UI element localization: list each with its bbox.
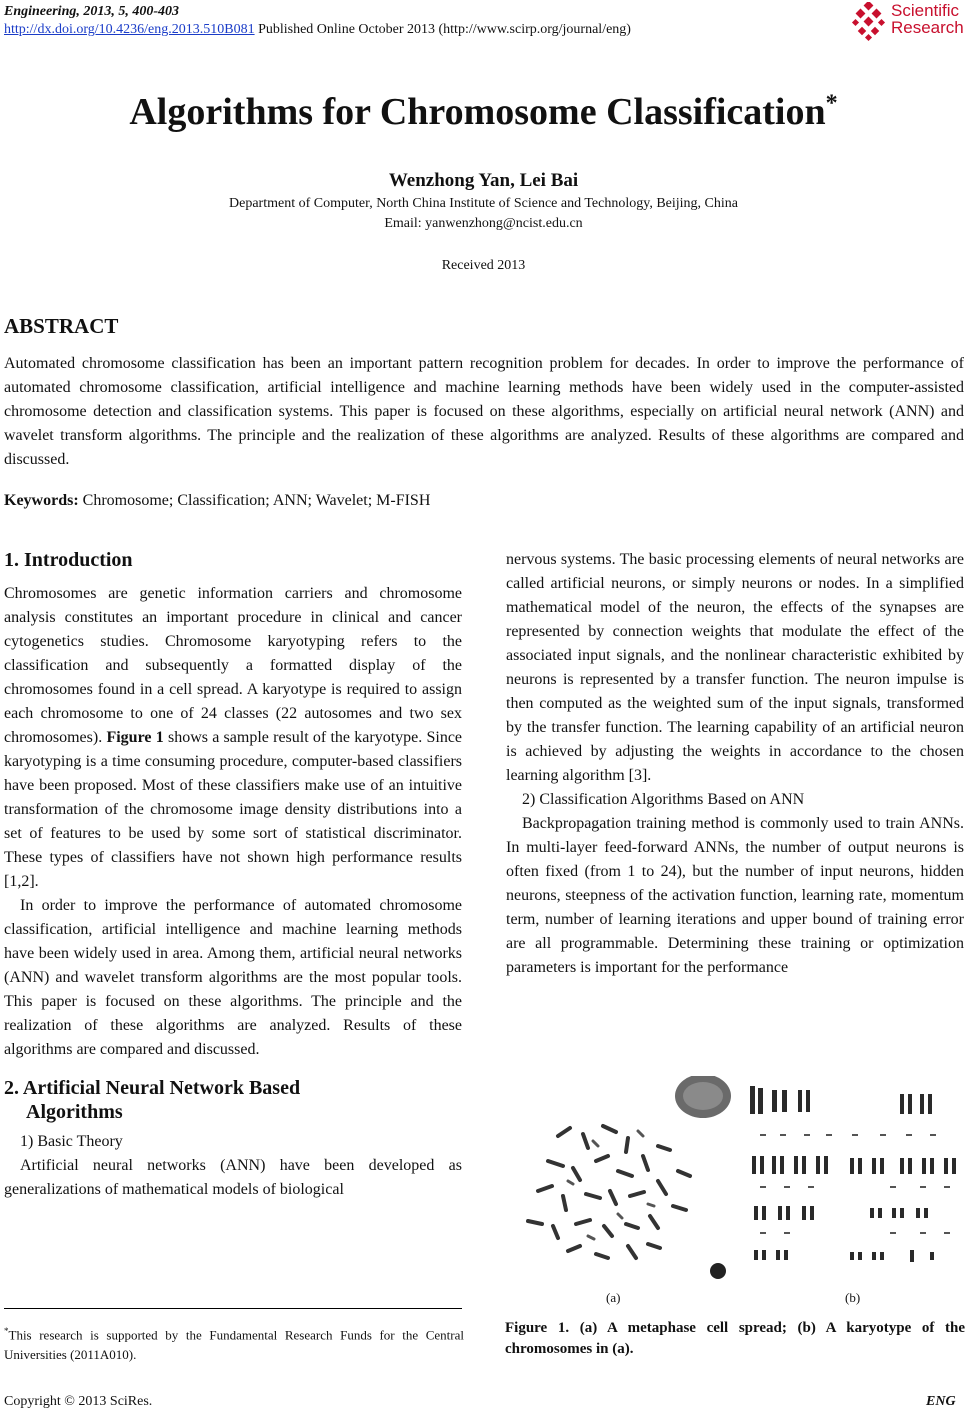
figure-1b-karyotype [740, 1076, 967, 1286]
copyright: Copyright © 2013 SciRes. [4, 1394, 153, 1409]
figure-label-b: (b) [845, 1290, 861, 1305]
footnote: *This research is supported by the Fundamental Research Funds for the Central Universities (2011A010). [4, 1326, 464, 1363]
email: Email: yanwenzhong@ncist.edu.cn [384, 216, 583, 231]
figure-label-a: (a) [606, 1290, 621, 1305]
right-column [506, 548, 964, 980]
header-line [4, 22, 631, 38]
paper-title: Algorithms for Chromosome Classification* [129, 90, 838, 133]
logo-text-scientific: Scientific [891, 1, 960, 20]
logo-text-research: Research [891, 18, 964, 37]
keywords [4, 492, 430, 510]
paragraph: Backpropagation training method is commonly used to train ANNs. In multi-layer feed-forward ANNs, the number of output neurons is often fixed (from 1 to 24), but the number of input neurons, hidden neurons, steepness of the activation function, learning rate, momentum term, number of learning iterations and upper bound of training error are all programmable. Determining these training or optimization parameters is important for the performance [506, 815, 964, 976]
figure-1-caption: Figure 1. (a) A metaphase cell spread; (b) A karyotype of the chromosomes in (a). [505, 1320, 965, 1357]
logo-mark-icon [851, 2, 889, 42]
subsection-classification: 2) Classification Algorithms Based on ANN [522, 791, 805, 808]
metaphase-image [508, 1076, 738, 1286]
paragraph: Chromosomes are genetic information carriers and chromosome analysis constitutes an important procedure in clinical and cancer cytogenetics studies. Chromosome karyotyping refers to the classification and subsequently a formatted display of the chromosomes found in a cell spread. A karyotype is required to assign each chromosome to one of 24 classes (22 autosomes and two sex chromosomes). Figure 1 shows a sample result of the karyotype. Since karyotyping is a time consuming procedure, computer-based classifiers have been proposed. Most of these classifiers make use of an intuitive transformation of the chromosome image density distributions into a set of features to be used by some sort of statistical discriminator. These types of classifiers have not shown high performance results [1,2]. [4, 585, 463, 890]
affiliation: Department of Computer, North China Institute of Science and Technology, Beijing, China [229, 196, 738, 211]
doi-link[interactable]: http://dx.doi.org/10.4236/eng.2013.510B081 [4, 22, 255, 37]
section-2-heading: 2. Artificial Neural Network Based Algorithms [4, 1077, 301, 1123]
publication-info: Published Online October 2013 (http://www.scirp.org/journal/eng) [254, 22, 631, 37]
left-column [4, 548, 462, 1202]
figure-1a-metaphase-spread [508, 1076, 738, 1286]
received-date: Received 2013 [441, 258, 526, 273]
abstract-text: Automated chromosome classification has been an important pattern recognition problem for decades. In order to improve the performance of automated chromosome classification, artificial intelligence and machine learning methods have been widely used in the computer-assisted chromosome detection and classification systems. This paper is focused on these algorithms, especially on artificial neural network (ANN) and wavelet transform algorithms. The principle and the realization of these algorithms are analyzed. Results of these algorithms are compared and discussed. [4, 355, 964, 468]
title-footnote-mark: * [825, 90, 838, 117]
journal-citation: Engineering, 2013, 5, 400-403 [4, 4, 180, 19]
authors: Wenzhong Yan, Lei Bai [388, 170, 579, 191]
footnote-mark: * [4, 1326, 9, 1336]
keywords-list: Chromosome; Classification; ANN; Wavelet; M-FISH [78, 492, 431, 509]
paragraph: Artificial neural networks (ANN) have been developed as generalizations of mathematical models of biological [4, 1157, 462, 1198]
subsection-basic-theory: 1) Basic Theory [20, 1133, 123, 1150]
abstract-heading: ABSTRACT [4, 314, 119, 338]
section-1-heading: 1. Introduction [4, 549, 133, 571]
karyotype-image [740, 1076, 967, 1286]
scientific-research-logo [851, 0, 967, 44]
footnote-rule [4, 1308, 462, 1309]
paragraph: nervous systems. The basic processing elements of neural networks are called artificial neurons, or simply neurons or nodes. In a simplified mathematical model of the neuron, the effects of the synapses are represented by connection weights that modulate the effect of the associated input signals, and the nonlinear characteristic exhibited by neurons is represented by a transfer function. The neuron impulse is then computed as the weighted sum of the input signals, transformed by the transfer function. The learning capability of an artificial neuron is achieved by adjusting the weights in accordance to the chosen learning algorithm [3]. [506, 551, 964, 784]
paragraph: In order to improve the performance of automated chromosome classification, artificial intelligence and machine learning methods have been widely used in area. Among them, artificial neural networks (ANN) and wavelet transform algorithms are the most popular tools. This paper is focused on these algorithms. The principle and the realization of these algorithms are analyzed. Results of these algorithms are compared and discussed. [4, 897, 462, 1058]
keywords-label: Keywords: [4, 492, 79, 509]
figure-1-ref: Figure 1 [106, 729, 164, 746]
journal-abbreviation: ENG [926, 1394, 956, 1409]
